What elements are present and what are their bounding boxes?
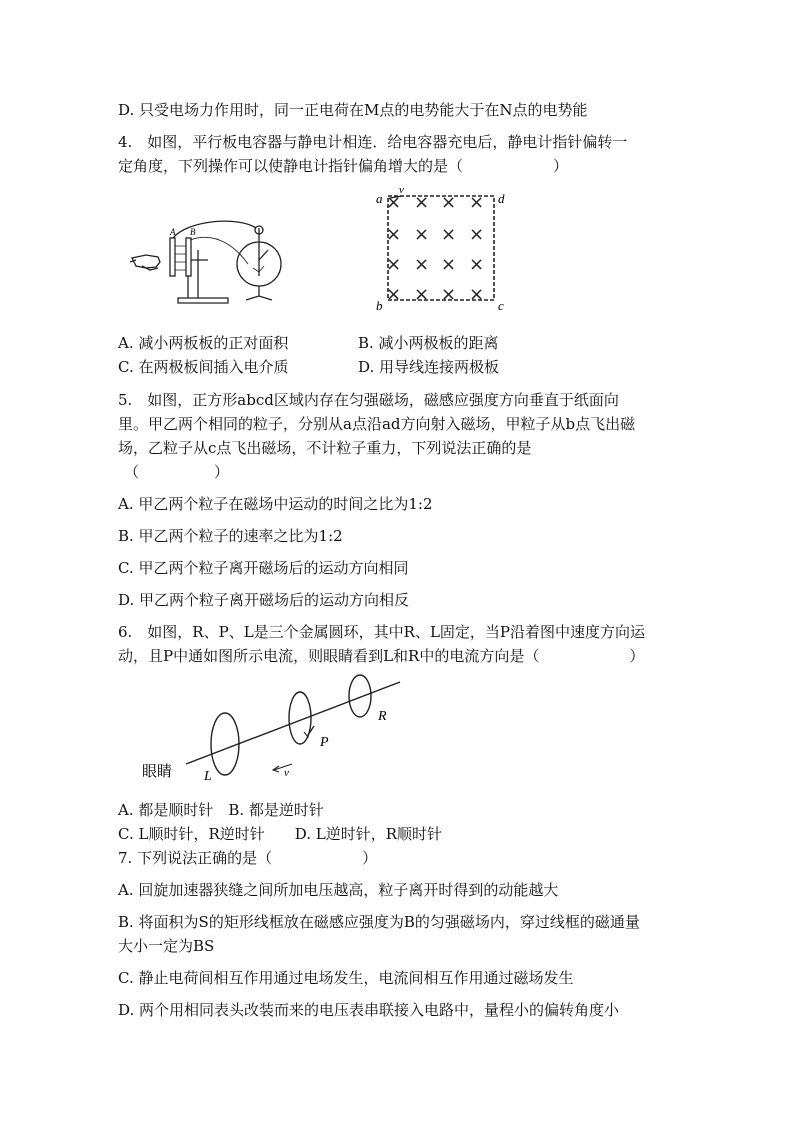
q5-stem-line4: （ ） — [124, 463, 230, 481]
field-cross: × — [441, 284, 457, 305]
q6-stem-line2: 动，且P中通如图所示电流，则眼睛看到L和R中的电流方向是（ ） — [118, 647, 645, 665]
field-cross: × — [414, 284, 430, 305]
field-cross: × — [441, 254, 457, 275]
q4-option-d: D. 用导线连接两极板 — [358, 358, 500, 376]
q6-option-cd: C. L顺时针，R逆时针 D. L逆时针，R顺时针 — [118, 825, 443, 843]
field-cross: × — [469, 284, 485, 305]
field-cross: × — [469, 254, 485, 275]
q7-option-b-line1: B. 将面积为S的矩形线框放在磁感应强度为B的匀强磁场内，穿过线框的磁通量 — [118, 913, 640, 931]
q5-option-d: D. 甲乙两个粒子离开磁场后的运动方向相反 — [118, 591, 410, 609]
ring-p-label: P — [320, 735, 329, 750]
eye-label: 眼睛 — [142, 762, 173, 780]
q7-stem: 7. 下列说法正确的是（ ） — [118, 849, 378, 867]
field-cross: × — [386, 224, 402, 245]
velocity-v-label: v — [284, 767, 289, 779]
q4-option-c: C. 在两极板间插入电介质 — [118, 358, 289, 376]
q5-stem-line3: 场，乙粒子从c点飞出磁场，不计粒子重力，下列说法正确的是 — [118, 439, 532, 457]
q3-option-d: D. 只受电场力作用时，同一正电荷在M点的电势能大于在N点的电势能 — [118, 101, 588, 119]
three-rings-figure — [138, 674, 410, 784]
ring-l-label: L — [204, 769, 212, 784]
field-cross: × — [469, 192, 485, 213]
field-cross: × — [386, 284, 402, 305]
q5-option-b: B. 甲乙两个粒子的速率之比为1:2 — [118, 527, 343, 545]
field-cross: × — [386, 254, 402, 275]
ring-r-label: R — [378, 709, 387, 724]
q5-option-c: C. 甲乙两个粒子离开磁场后的运动方向相同 — [118, 559, 409, 577]
q4-option-a: A. 减小两板板的正对面积 — [118, 334, 289, 352]
field-cross: × — [441, 224, 457, 245]
q7-option-d: D. 两个用相同表头改装而来的电压表串联接入电路中，量程小的偏转角度小 — [118, 1001, 620, 1019]
capacitor-electrometer-figure — [128, 210, 300, 310]
square-field-figure — [372, 182, 520, 312]
q5-stem-line2: 里。甲乙两个相同的粒子，分别从a点沿ad方向射入磁场，甲粒子从b点飞出磁 — [118, 415, 636, 433]
field-cross: × — [414, 192, 430, 213]
q4-option-b: B. 减小两极板的距离 — [358, 334, 499, 352]
q5-stem-line1: 5. 如图，正方形abcd区域内存在匀强磁场，磁感应强度方向垂直于纸面向 — [118, 391, 619, 409]
velocity-v-label: v — [399, 184, 404, 196]
corner-b-label: b — [376, 298, 383, 312]
q4-stem-line2: 定角度，下列操作可以使静电计指针偏角增大的是（ ） — [118, 157, 569, 175]
corner-c-label: c — [498, 298, 504, 312]
q4-stem-line1: 4. 如图，平行板电容器与静电计相连．给电容器充电后，静电计指针偏转一 — [118, 133, 628, 151]
plate-a-label: A — [170, 227, 176, 237]
q7-option-a: A. 回旋加速器狭缝之间所加电压越高，粒子离开时得到的动能越大 — [118, 881, 559, 899]
field-cross: × — [414, 224, 430, 245]
q5-option-a: A. 甲乙两个粒子在磁场中运动的时间之比为1:2 — [118, 495, 433, 513]
q6-option-ab: A. 都是顺时针 B. 都是逆时针 — [118, 801, 324, 819]
field-cross: × — [414, 254, 430, 275]
q7-option-b-line2: 大小一定为BS — [118, 937, 215, 955]
q6-stem-line1: 6. 如图，R、P、L是三个金属圆环，其中R、L固定，当P沿着图中速度方向运 — [118, 623, 646, 641]
plate-b-label: B — [190, 227, 196, 237]
field-cross: × — [469, 224, 485, 245]
corner-a-label: a — [376, 191, 383, 206]
field-cross: × — [441, 192, 457, 213]
q7-option-c: C. 静止电荷间相互作用通过电场发生，电流间相互作用通过磁场发生 — [118, 969, 574, 987]
corner-d-label: d — [498, 191, 505, 206]
field-cross: × — [386, 192, 402, 213]
